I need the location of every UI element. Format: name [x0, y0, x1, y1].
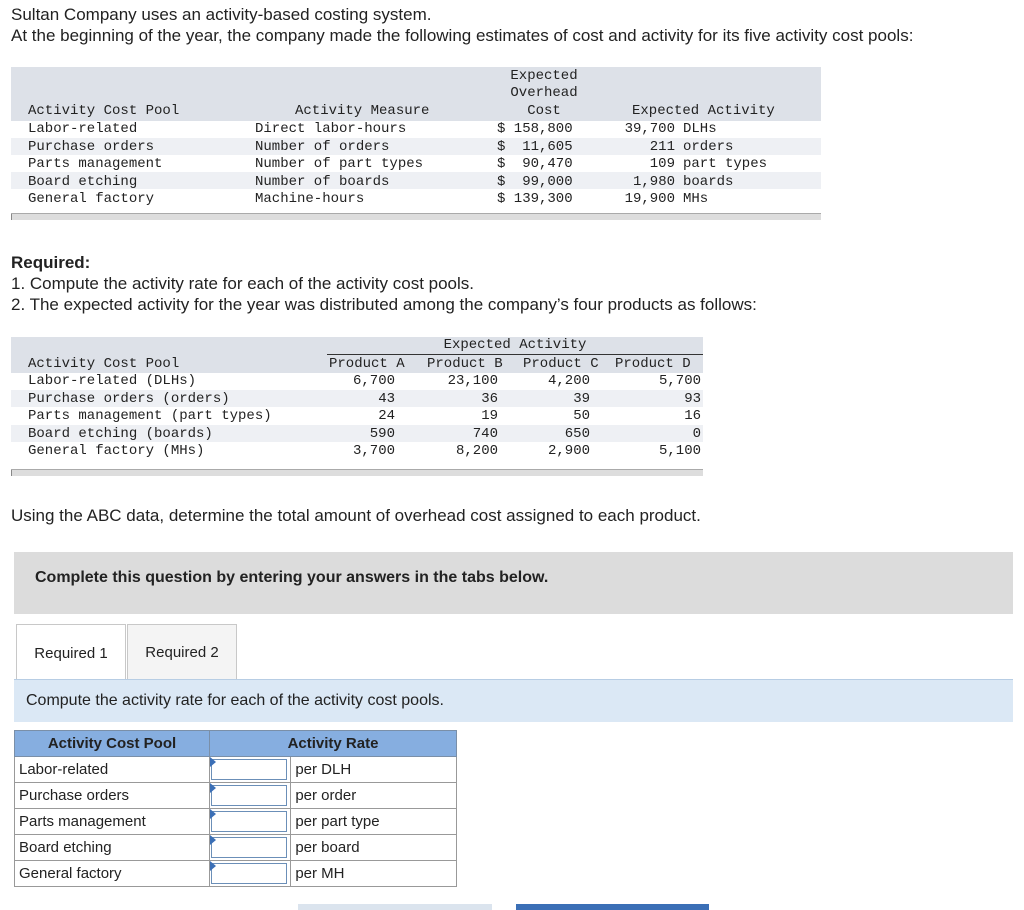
header-cost-line1: Expected: [510, 68, 578, 84]
next-button[interactable]: [516, 904, 709, 910]
rate-cell: [210, 783, 291, 809]
problem-intro: [11, 4, 913, 46]
activity-rate-input[interactable]: [211, 759, 287, 780]
rate-unit: per part type: [291, 809, 457, 835]
product-activity-value: 740: [472, 425, 498, 442]
pool-name: Board etching: [28, 173, 138, 190]
header-activity-rate: Activity Rate: [210, 731, 457, 757]
product-activity-value: 650: [564, 425, 590, 442]
rate-cell: [210, 757, 291, 783]
activity-measure: Direct labor-hours: [255, 121, 407, 137]
product-activity-value: 50: [573, 408, 590, 424]
flag-icon: [210, 783, 216, 793]
flag-icon: [210, 835, 216, 845]
rate-cell: [210, 861, 291, 887]
instruction-text: Using the ABC data, determine the total amount of overhead cost assigned to each product.: [11, 506, 701, 525]
tab-required-1[interactable]: Required 1: [16, 624, 126, 681]
product-activity-value: 590: [369, 425, 395, 442]
product-activity-value: 43: [378, 390, 395, 407]
expected-quantity: 211: [649, 138, 675, 155]
product-activity-value: 24: [378, 408, 395, 424]
answer-row: [15, 835, 457, 861]
expected-quantity: 109: [649, 156, 675, 172]
activity-rate-input[interactable]: [211, 811, 287, 832]
answer-row: [15, 757, 457, 783]
product-activity-table: [11, 337, 703, 479]
product-activity-value: 6,700: [352, 373, 395, 389]
required-item-2: 2. The expected activity for the year was distributed among the company’s four products as follows:: [11, 295, 757, 314]
activity-unit: orders: [683, 138, 734, 155]
product-activity-value: 16: [684, 408, 701, 424]
required-section: [11, 252, 757, 315]
required-title: Required:: [11, 253, 91, 272]
activity-unit: boards: [683, 173, 734, 190]
header-activity-cost-pool: Activity Cost Pool: [28, 103, 180, 119]
header-product: Product C: [523, 356, 599, 372]
activity-rate-answer-table: [14, 730, 457, 887]
pool-name: General factory (MHs): [28, 443, 205, 459]
product-activity-value: 19: [481, 408, 498, 424]
intro-line-1: Sultan Company uses an activity-based costing system.: [11, 5, 432, 24]
overhead-cost: $ 139,300: [497, 191, 573, 207]
activity-rate-input[interactable]: [211, 785, 287, 806]
activity-measure: Number of part types: [255, 156, 424, 172]
header-activity-cost-pool: Activity Cost Pool: [15, 731, 210, 757]
answer-row: [15, 861, 457, 887]
flag-icon: [210, 809, 216, 819]
product-activity-value: 8,200: [455, 443, 498, 459]
header-activity-cost-pool: Activity Cost Pool: [28, 356, 180, 372]
pool-name: Labor-related: [28, 121, 138, 137]
rate-unit: per order: [291, 783, 457, 809]
rate-unit: per board: [291, 835, 457, 861]
expected-quantity: 1,980: [632, 173, 675, 190]
tab-instruction: [14, 679, 1013, 722]
pool-name: Board etching: [15, 835, 210, 861]
activity-unit: MHs: [683, 191, 709, 207]
overhead-cost: $ 11,605: [497, 138, 573, 155]
activity-measure: Number of orders: [255, 138, 390, 155]
flag-icon: [210, 757, 216, 767]
product-activity-value: 4,200: [547, 373, 590, 389]
product-activity-value: 93: [684, 390, 701, 407]
pool-name: Parts management: [15, 809, 210, 835]
header-cost-line2: Overhead: [510, 85, 578, 101]
product-activity-value: 5,700: [658, 373, 701, 389]
overhead-cost: $ 158,800: [497, 121, 573, 137]
pool-name: Purchase orders: [15, 783, 210, 809]
pool-name: Labor-related (DLHs): [28, 373, 197, 389]
pool-name: Parts management: [28, 156, 163, 172]
overhead-cost: $ 99,000: [497, 173, 573, 190]
activity-rate-input[interactable]: [211, 863, 287, 884]
product-activity-value: 2,900: [547, 443, 590, 459]
pool-name: Purchase orders (orders): [28, 390, 230, 407]
required-item-1: 1. Compute the activity rate for each of the activity cost pools.: [11, 274, 475, 293]
header-expected-activity: Expected Activity: [443, 337, 587, 353]
activity-measure: Number of boards: [255, 173, 390, 190]
prev-button[interactable]: [298, 904, 492, 910]
header-product: Product A: [329, 356, 405, 372]
activity-unit: part types: [683, 156, 768, 172]
rate-unit: per DLH: [291, 757, 457, 783]
product-activity-value: 36: [481, 390, 498, 407]
flag-icon: [210, 861, 216, 871]
activity-rate-input[interactable]: [211, 837, 287, 858]
cost-pool-estimates-table: [11, 67, 821, 222]
product-activity-value: 0: [692, 425, 701, 442]
pool-name: Purchase orders: [28, 138, 155, 155]
pool-name: Parts management (part types): [28, 408, 272, 424]
answer-row: [15, 809, 457, 835]
header-activity-measure: Activity Measure: [295, 103, 430, 119]
complete-banner: [14, 552, 1013, 614]
intro-line-2: At the beginning of the year, the company made the following estimates of cost and activity for its five activity cost pools:: [11, 26, 914, 45]
product-activity-value: 39: [573, 390, 590, 407]
product-activity-value: 3,700: [352, 443, 395, 459]
expected-quantity: 19,900: [624, 191, 675, 207]
product-activity-value: 5,100: [658, 443, 701, 459]
header-product: Product D: [615, 356, 691, 372]
pool-name: Board etching (boards): [28, 425, 213, 442]
rate-cell: [210, 835, 291, 861]
header-expected-activity: Expected Activity: [632, 103, 775, 119]
activity-unit: DLHs: [683, 121, 717, 137]
pool-name: General factory: [15, 861, 210, 887]
rate-cell: [210, 809, 291, 835]
overhead-cost: $ 90,470: [497, 156, 573, 172]
activity-measure: Machine-hours: [255, 191, 365, 207]
complete-banner-text: Complete this question by entering your answers in the tabs below.: [35, 569, 549, 586]
answer-row: [15, 783, 457, 809]
pool-name: General factory: [28, 191, 155, 207]
expected-quantity: 39,700: [624, 121, 675, 137]
tab-instruction-text: Compute the activity rate for each of the activity cost pools.: [26, 692, 444, 709]
pool-name: Labor-related: [15, 757, 210, 783]
tab-required-2[interactable]: Required 2: [127, 624, 237, 680]
product-activity-value: 23,100: [447, 373, 498, 389]
header-cost-line3: Cost: [527, 103, 561, 119]
rate-unit: per MH: [291, 861, 457, 887]
header-product: Product B: [427, 356, 503, 372]
